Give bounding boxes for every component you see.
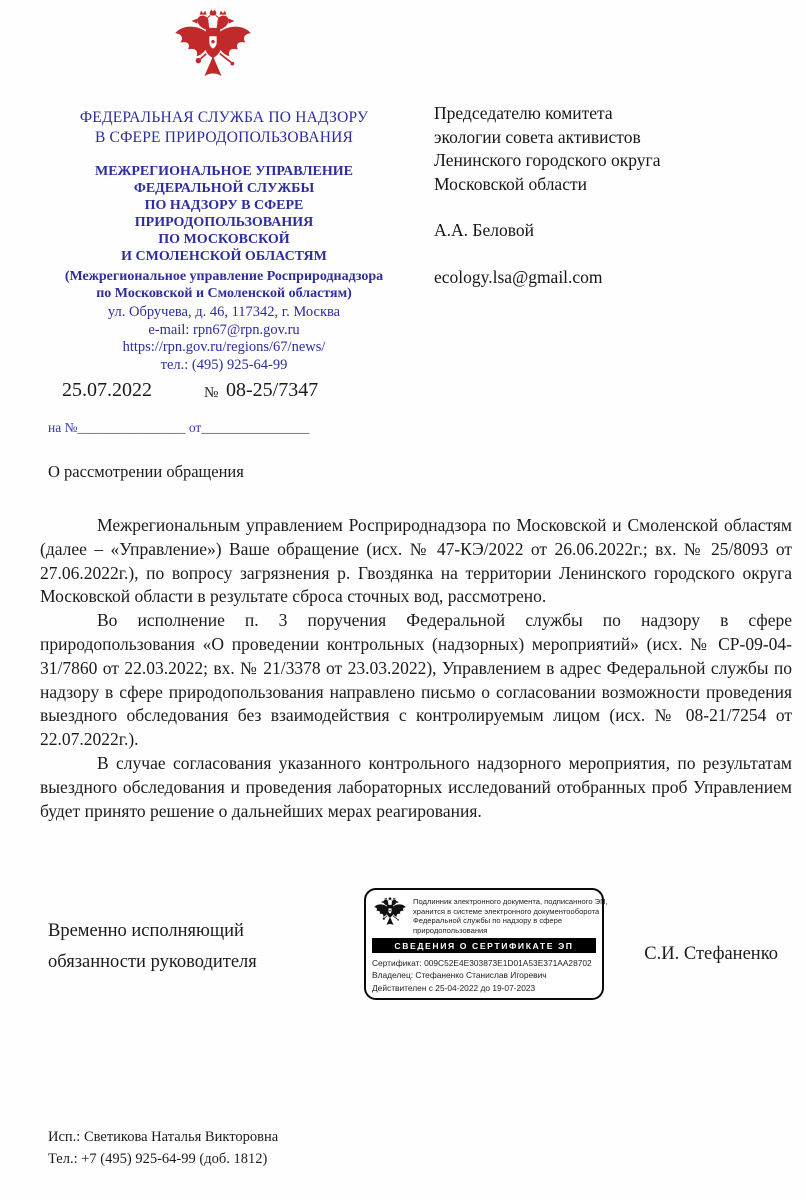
signatory-name: С.И. Стефаненко xyxy=(644,944,778,964)
executor-name: Исп.: Светикова Наталья Викторовна xyxy=(48,1129,279,1145)
body-paragraph: Межрегиональным управлением Росприроднадзора по Московской и Смоленской областям (далее – «Управление») Ваше обращение (исх. № 47-КЭ/2022 от 26.06.2022г.; вх. № 25/8093 от 27.06.2022г.), по вопросу загрязнения р. Гвоздянка на территории Ленинского городского округа Московской области в результате сброса сточных вод, рассмотрено. xyxy=(40,515,792,607)
stamp-certificate-owner: Владелец: Стефаненко Станислав Игоревич xyxy=(372,970,547,981)
letterhead-website: https://rpn.gov.ru/regions/67/news/ xyxy=(122,339,326,355)
letter-date: 25.07.2022 xyxy=(62,379,152,401)
letter-number: 08-25/7347 xyxy=(226,379,319,401)
stamp-certificate-number: Сертификат: 009C52E4E303873E1D01A53E371AA28702 xyxy=(372,957,592,968)
department-alt-name-line: (Межрегиональное управление Росприроднадзора xyxy=(64,269,384,284)
number-sign: № xyxy=(204,385,219,401)
stamp-header-text xyxy=(413,895,608,935)
recipient-line: Ленинского городского округа xyxy=(434,150,661,170)
department-name-line: ФЕДЕРАЛЬНОЙ СЛУЖБЫ xyxy=(133,181,315,196)
stamp-certificate-details xyxy=(366,953,602,995)
stamp-header-line: Подлинник электронного документа, подписанного ЭП, xyxy=(413,897,608,906)
body-paragraph: В случае согласования указанного контрольного надзорного мероприятия, по результатам выездного обследования и проведения лабораторных исследований отобранных проб Управлением будет принято решение о дальнейших мерах реагирования. xyxy=(40,752,792,821)
department-name-line: ПО НАДЗОРУ В СФЕРЕ xyxy=(144,198,304,213)
stamp-certificate-bar: СВЕДЕНИЯ О СЕРТИФИКАТЕ ЭП xyxy=(372,938,596,953)
letterhead-email: e-mail: rpn67@rpn.gov.ru xyxy=(148,321,300,338)
stamp-header-line: природопользования xyxy=(413,925,488,935)
agency-name-line: ФЕДЕРАЛЬНАЯ СЛУЖБА ПО НАДЗОРУ xyxy=(79,109,369,126)
department-name xyxy=(56,163,392,265)
stamp-certificate-validity: Действителен с 25-04-2022 до 19-07-2023 xyxy=(372,982,536,993)
recipient-line: Председателю комитета xyxy=(434,103,613,123)
department-name-line: ПРИРОДОПОЛЬЗОВАНИЯ xyxy=(134,215,314,230)
executor-phone: Тел.: +7 (495) 925-64-99 (доб. 1812) xyxy=(48,1151,268,1167)
department-alt-name-line: по Московской и Смоленской областям) xyxy=(96,285,352,301)
signatory-position xyxy=(48,916,257,978)
stamp-header xyxy=(366,890,608,936)
letter-body xyxy=(40,514,792,823)
signatory-position-line: обязанности руководителя xyxy=(48,952,257,972)
department-alt-name xyxy=(56,269,392,302)
recipient-block xyxy=(434,102,782,289)
agency-name xyxy=(56,108,392,148)
body-paragraph: Во исполнение п. 3 поручения Федеральной службы по надзору в сфере природопользования «О проведении контрольных (надзорных) мероприятий» (исх. № СР-09-04-31/7860 от 22.03.2022; вх. № 21/3378 от 23.03.2022), Управлением в адрес Федеральной службы по надзору в сфере природопользования направлено письмо о согласовании возможности проведения выездного обследования без взаимодействия с контролируемым лицом (исх. № 08-21/7254 от 22.07.2022г.). xyxy=(40,610,792,750)
stamp-header-line: Федеральной службы по надзору в сфере xyxy=(413,916,563,926)
signatory-position-line: Временно исполняющий xyxy=(48,921,244,941)
recipient-line: Московской области xyxy=(434,173,587,194)
executor-block xyxy=(48,1126,278,1170)
digital-signature-stamp xyxy=(364,888,608,1000)
recipient-name: А.А. Беловой xyxy=(434,220,534,240)
subject-line: О рассмотрении обращения xyxy=(48,462,244,481)
department-name-line: И СМОЛЕНСКОЙ ОБЛАСТЯМ xyxy=(121,249,327,264)
agency-name-line: В СФЕРЕ ПРИРОДОПОЛЬЗОВАНИЯ xyxy=(94,129,354,146)
department-name-line: ПО МОСКОВСКОЙ xyxy=(158,232,290,247)
recipient-email: ecology.lsa@gmail.com xyxy=(434,266,603,287)
letterhead xyxy=(56,108,392,374)
stamp-eagle-icon xyxy=(372,895,408,935)
letterhead-phone: тел.: (495) 925-64-99 xyxy=(160,356,288,373)
coat-of-arms-eagle-icon xyxy=(170,8,256,96)
letterhead-address: ул. Обручева, д. 46, 117342, г. Москва xyxy=(107,304,341,320)
department-name-line: МЕЖРЕГИОНАЛЬНОЕ УПРАВЛЕНИЕ xyxy=(94,164,353,179)
recipient-line: экологии совета активистов xyxy=(434,126,641,147)
letterhead-contacts xyxy=(56,304,392,374)
reply-reference-line: на №________________ от________________ xyxy=(48,420,310,435)
stamp-header-line: хранится в системе электронного документооборота xyxy=(413,906,600,916)
